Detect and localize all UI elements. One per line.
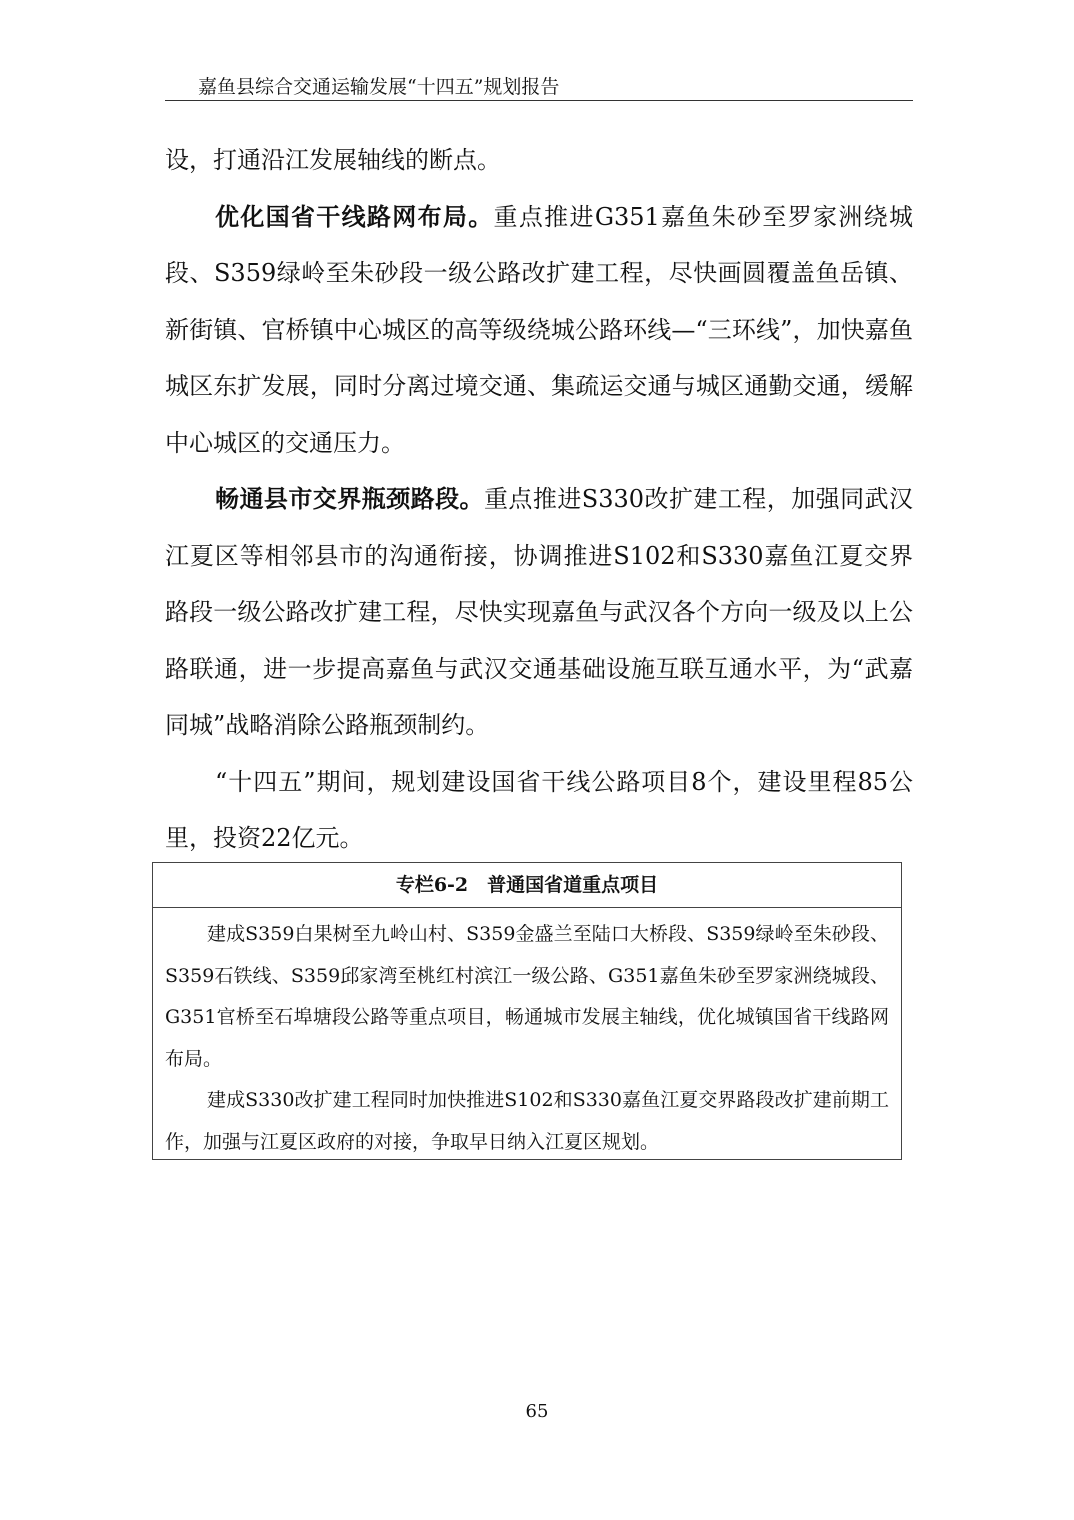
header-rule bbox=[165, 100, 913, 101]
column-box-title: 专栏6-2 普通国省道重点项目 bbox=[153, 863, 901, 908]
running-header: 嘉鱼县综合交通运输发展“十四五”规划报告 bbox=[198, 76, 560, 98]
paragraph-continuation: 设，打通沿江发展轴线的断点。 bbox=[165, 146, 501, 174]
column-box bbox=[152, 862, 902, 1160]
column-box-paragraph: 建成S330改扩建工程同时加快推进S102和S330嘉鱼江夏交界路段改扩建前期工作，加强与江夏区政府的对接，争取早日纳入江夏区规划。 bbox=[165, 1089, 889, 1153]
paragraph-content: 重点推进G351嘉鱼朱砂至罗家洲绕城段、S359绿岭至朱砂段一级公路改扩建工程，尽快画圆覆盖鱼岳镇、新街镇、官桥镇中心城区的高等级绕城公路环线—“三环线”，加快嘉鱼城区东扩发展，同时分离过境交通、集疏运交通与城区通勤交通，缓解中心城区的交通压力。 bbox=[165, 202, 913, 457]
paragraph-heading: 畅通县市交界瓶颈路段。 bbox=[215, 484, 484, 513]
column-box-body bbox=[153, 908, 901, 1163]
paragraph-trunk-network bbox=[165, 189, 913, 472]
column-box-paragraph: 建成S359白果树至九岭山村、S359金盛兰至陆口大桥段、S359绿岭至朱砂段、S359石铁线、S359邱家湾至桃红村滨江一级公路、G351嘉鱼朱砂至罗家洲绕城段、G351官桥至石埠塘段公路等重点项目，畅通城市发展主轴线，优化城镇国省干线路网布局。 bbox=[165, 923, 889, 1070]
paragraph-bottleneck bbox=[165, 471, 913, 754]
paragraph-summary: “十四五”期间，规划建设国省干线公路项目8个，建设里程85公里，投资22亿元。 bbox=[165, 767, 913, 852]
paragraph-content: 重点推进S330改扩建工程，加强同武汉江夏区等相邻县市的沟通衔接，协调推进S102和S330嘉鱼江夏交界路段一级公路改扩建工程，尽快实现嘉鱼与武汉各个方向一级及以上公路联通，进一步提高嘉鱼与武汉交通基础设施互联互通水平，为“武嘉同城”战略消除公路瓶颈制约。 bbox=[165, 485, 914, 739]
body-text bbox=[165, 132, 913, 867]
paragraph-heading: 优化国省干线路网布局。 bbox=[215, 201, 494, 231]
page-number: 65 bbox=[525, 1401, 549, 1422]
